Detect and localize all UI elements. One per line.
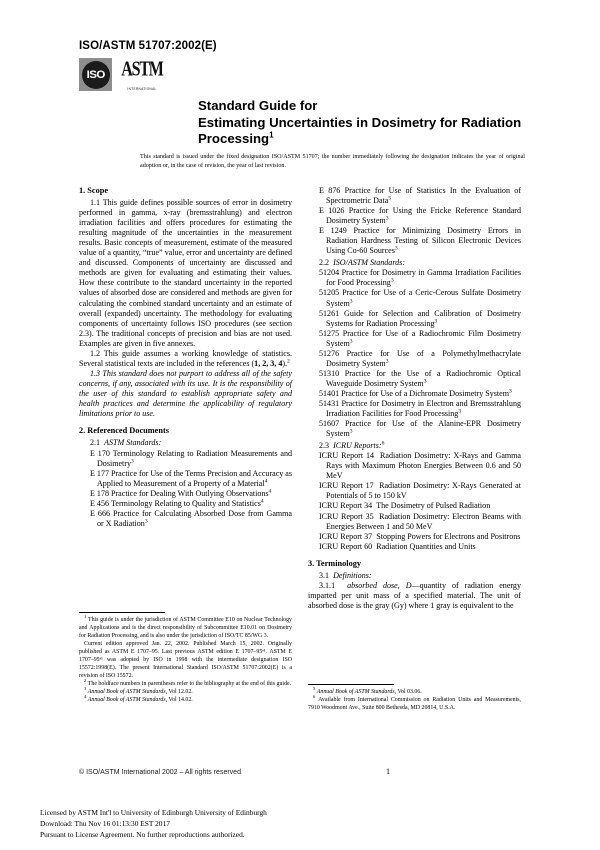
standard-footnote-marker: 3 bbox=[394, 245, 398, 252]
standard-footnote-marker: 3 bbox=[349, 338, 353, 345]
standard-title: Practice for Use of a Radiochromic Film Dosimetry System bbox=[326, 328, 522, 348]
standard-footnote-marker: 4 bbox=[260, 498, 264, 505]
subsection-definitions bbox=[308, 571, 521, 581]
astm-logo-text: ASTM bbox=[121, 58, 163, 81]
list-item bbox=[79, 449, 292, 469]
standard-title: Practice for Use of a Dichromate Dosimetry System bbox=[341, 388, 509, 398]
standard-id: 51204 bbox=[319, 268, 340, 278]
report-id: ICRU Report 35 bbox=[319, 511, 374, 521]
standard-id: E 1026 bbox=[319, 206, 345, 216]
astm-standards-list bbox=[79, 449, 292, 529]
report-title: Radiation Dosimetry: Electron Beams with Energies Between 1 and 50 MeV bbox=[326, 511, 521, 531]
report-title: Stopping Powers for Electrons and Positrons bbox=[376, 531, 521, 541]
page-title bbox=[198, 98, 528, 148]
footnote-marker: 1 bbox=[84, 614, 87, 620]
right-column bbox=[308, 186, 521, 611]
list-item bbox=[308, 206, 521, 226]
list-item bbox=[308, 349, 521, 369]
list-item bbox=[79, 499, 292, 509]
standard-title: Practice for Using the Fricke Reference Standard Dosimetry System bbox=[326, 206, 521, 226]
footnote-text: This guide is under the jurisdiction of ASTM Committee E10 on Nuclear Technology and Applications and is the direct responsibility of Subcommittee E10.01 on Dosimetry for Radiation Processing, and is also under the jurisdiction of ISO/TC 85/WG 3. bbox=[79, 617, 292, 640]
icru-footnote-marker: 6 bbox=[381, 440, 385, 446]
paragraph-1-2-part-a: 1.2 This guide assumes a working knowledge of statistics. Several statistical texts are included in the references ( bbox=[79, 348, 292, 368]
subsection-label-icru-reports: ICRU Reports: bbox=[333, 440, 382, 450]
footnote-text: The boldface numbers in parentheses refer to the bibliography at the end of this guide. bbox=[87, 681, 292, 688]
definition-text: —quantity of radiation energy imparted per unit mass of a specified material. The unit of absorbed dose is the gray (Gy) where 1 gray is equivalent to the bbox=[308, 581, 521, 611]
standard-footnote-marker: 3 bbox=[423, 378, 427, 385]
definition-term: absorbed dose, D bbox=[347, 581, 412, 591]
footnote-marker: 4 bbox=[84, 694, 87, 700]
subsection-astm-standards bbox=[79, 438, 292, 448]
list-item bbox=[308, 369, 521, 389]
subsection-label-astm-standards: ASTM Standards: bbox=[104, 438, 162, 448]
standard-id: 51607 bbox=[319, 419, 340, 429]
iso-logo-icon bbox=[79, 58, 112, 91]
standard-title: Practice for Use of Statistics In the Evaluation of Spectrometric Data bbox=[326, 186, 522, 206]
definition-absorbed-dose bbox=[308, 581, 521, 611]
footnotes-right bbox=[308, 688, 521, 712]
paragraph-1-3: 1.3 This standard does not purport to address all of the safety concerns, if any, associated with its use. It is the responsibility of the user of this standard to establish appropriate safety and health practices and determine the applicability of regulatory limitations prior to use. bbox=[79, 368, 292, 419]
license-notice bbox=[40, 807, 267, 841]
footnote-source: Annual Book of ASTM Standards, bbox=[316, 689, 397, 695]
list-item bbox=[308, 419, 521, 439]
list-item bbox=[308, 329, 521, 349]
iso-logo-text: ISO bbox=[86, 68, 105, 81]
list-item bbox=[308, 532, 521, 542]
iso-astm-standards-list bbox=[308, 268, 521, 439]
report-title: The Dosimetry of Pulsed Radiation bbox=[376, 501, 491, 511]
standard-title: Practice for Minimizing Dosimetry Errors in Radiation Hardness Testing of Silicon Electronic Devices Using Co-60 Sources bbox=[326, 226, 521, 256]
left-column bbox=[79, 186, 292, 529]
standard-footnote-marker: 3 bbox=[508, 388, 512, 395]
footnotes-left bbox=[79, 616, 292, 705]
list-item bbox=[79, 509, 292, 529]
footnote-volume: Vol 03.06. bbox=[396, 689, 422, 695]
standard-footnote-marker: 3 bbox=[130, 458, 134, 465]
subsection-icru-reports bbox=[308, 441, 521, 451]
report-title: Radiation Quantities and Units bbox=[376, 541, 476, 551]
list-item bbox=[308, 512, 521, 532]
standard-id: E 876 bbox=[319, 186, 341, 195]
footnote-divider-right bbox=[308, 684, 394, 685]
issue-note: This standard is issued under the fixed designation ISO/ASTM 51707; the number immediately following the designation indicates the year of original adoption or, in the case of revision, the year of last revision. bbox=[140, 154, 525, 169]
standard-footnote-marker: 3 bbox=[434, 317, 438, 324]
report-id: ICRU Report 37 bbox=[319, 531, 373, 541]
footnote-source: Annual Book of ASTM Standards, bbox=[87, 697, 168, 704]
footnote-text: Available from International Commission on Radiation Units and Measurements, 7910 Woodmont Ave., Suite 800 Bethesda, MD 20814, U.S.A. bbox=[308, 697, 521, 712]
standard-title: Practice for Use of the Terms Precision and Accuracy as Applied to Measurement of a Property of a Material bbox=[97, 468, 293, 488]
section-heading-referenced-documents: 2. Referenced Documents bbox=[79, 426, 169, 436]
list-item bbox=[308, 288, 521, 308]
footnote-volume: Vol 14.02. bbox=[167, 697, 193, 704]
report-id: ICRU Report 14 bbox=[319, 451, 375, 461]
list-item bbox=[308, 501, 521, 511]
standard-footnote-marker: 4 bbox=[264, 478, 268, 485]
title-line-3: Processing bbox=[198, 131, 270, 146]
standard-footnote-marker: 4 bbox=[268, 488, 272, 495]
standard-footnote-marker: 3 bbox=[349, 297, 353, 304]
footnote-item bbox=[79, 680, 292, 688]
standard-title: Guide for Selection and Calibration of Dosimetry Systems for Radiation Processing bbox=[326, 308, 522, 328]
subsection-label-definitions: Definitions: bbox=[333, 570, 372, 580]
logo-group bbox=[79, 58, 163, 94]
standard-id: 51275 bbox=[319, 328, 340, 338]
title-line-2: Estimating Uncertainties in Dosimetry for Radiation bbox=[198, 114, 522, 130]
report-id: ICRU Report 17 bbox=[319, 481, 374, 491]
standard-title: Practice for Calculating Absorbed Dose from Gamma or X Radiation bbox=[97, 508, 292, 528]
icru-reports-list bbox=[308, 451, 521, 551]
subsection-iso-astm-standards bbox=[308, 258, 521, 268]
subsection-number-3-1: 3.1 bbox=[319, 570, 330, 580]
footnote-source: Annual Book of ASTM Standards, bbox=[87, 689, 168, 696]
subsection-number-2-1: 2.1 bbox=[90, 438, 101, 448]
paragraph-1-1: 1.1 This guide defines possible sources of error in dosimetry performed in gamma, x-ray (bremsstrahlung) and electron irradiation facilities and offers procedures for estimating the resulting magnitude of the uncertainties in the measurement results. Basic concepts of measurement, estimate of the measured value of a quantity, “true” value, error and uncertainty are defined and discussed. Components of uncertainty are discussed and methods are given for evaluating and estimating their values. How these contribute to the standard uncertainty in the reported values of absorbed dose are considered and methods are given for calculating the combined standard uncertainty and an estimate of overall (expanded) uncertainty. The methodology for evaluating components of uncertainty follows ISO procedures (see section 2.3). The traditional concepts of precision and bias are not used. Examples are given in five annexes. bbox=[79, 198, 292, 348]
report-id: ICRU Report 60 bbox=[319, 541, 373, 551]
subsection-number-2-3: 2.3 bbox=[319, 440, 330, 450]
footnote-item bbox=[79, 640, 292, 680]
bibliography-refs: 1, 2, 3, 4 bbox=[254, 358, 283, 368]
standard-footnote-marker: 3 bbox=[349, 428, 353, 435]
footnote-item bbox=[79, 616, 292, 640]
license-line-1: Licensed by ASTM Int'l to University of Edinburgh University of Edinburgh bbox=[40, 808, 267, 817]
standard-footnote-marker: 3 bbox=[385, 358, 389, 365]
section-heading-scope: 1. Scope bbox=[79, 186, 109, 195]
standard-id: 51276 bbox=[319, 348, 340, 358]
standard-title: Practice for Use of the Alanine-EPR Dosimetry System bbox=[326, 419, 521, 439]
standard-title: Practice for Dosimetry in Gamma Irradiation Facilities for Food Processing bbox=[326, 268, 522, 288]
list-item bbox=[308, 226, 521, 256]
footnote-divider-left bbox=[79, 612, 165, 613]
document-number: ISO/ASTM 51707:2002(E) bbox=[79, 40, 217, 52]
astm-logo-subtext: INTERNATIONAL bbox=[127, 87, 157, 91]
standard-id: 51310 bbox=[319, 368, 340, 378]
standard-id: 51431 bbox=[319, 398, 340, 408]
standard-title: Practice for the Use of a Radiochromic Optical Waveguide Dosimetry System bbox=[326, 368, 521, 388]
standard-id: 51261 bbox=[319, 308, 340, 318]
standard-title: Practice for Use of a Polymethylmethacrylate Dosimetry System bbox=[326, 348, 521, 368]
footnote-item bbox=[79, 696, 292, 704]
report-id: ICRU Report 34 bbox=[319, 501, 373, 511]
standard-id: 51205 bbox=[319, 288, 340, 298]
standard-footnote-marker: 3 bbox=[385, 215, 389, 222]
subsection-number-2-2: 2.2 bbox=[319, 257, 330, 267]
paragraph-1-2 bbox=[79, 349, 292, 369]
list-item bbox=[308, 268, 521, 288]
list-item bbox=[308, 481, 521, 501]
license-line-2: Download: Thu Nov 16 01:13:30 EST 2017 bbox=[40, 819, 170, 829]
astm-standards-continued-list bbox=[308, 186, 521, 256]
list-item bbox=[308, 399, 521, 419]
section-heading-terminology: 3. Terminology bbox=[308, 558, 362, 568]
copyright-notice: © ISO/ASTM International 2002 – All rights reserved bbox=[79, 769, 241, 776]
standard-title: Practice for Dealing With Outlying Observations bbox=[111, 488, 269, 498]
footnote-marker: 5 bbox=[313, 686, 316, 692]
standard-footnote-marker: 3 bbox=[458, 408, 462, 415]
list-item bbox=[308, 186, 521, 206]
standard-id: E 456 bbox=[90, 498, 109, 508]
standard-id: E 178 bbox=[90, 488, 109, 498]
standard-id: E 1249 bbox=[319, 226, 347, 236]
list-item bbox=[79, 469, 292, 489]
footnote-item bbox=[308, 688, 521, 696]
footnote-volume: Vol 12.02. bbox=[167, 689, 193, 696]
definition-number: 3.1.1 bbox=[319, 581, 336, 591]
astm-logo-icon bbox=[121, 58, 163, 94]
footnote-marker: 3 bbox=[84, 686, 87, 692]
paragraph-1-2-part-b: ). bbox=[282, 358, 288, 368]
standard-footnote-marker: 5 bbox=[388, 195, 392, 202]
standard-id: 51401 bbox=[319, 388, 340, 398]
report-title: Radiation Dosimetry: X-Rays Generated at Potentials of 5 to 150 kV bbox=[326, 481, 521, 501]
standard-title: Terminology Relating to Quality and Statistics bbox=[111, 498, 261, 508]
standard-title: Practice for Dosimetry in Electron and Bremsstrahlung Irradiation Facilities for Food Processing bbox=[326, 398, 521, 419]
standard-id: E 177 bbox=[90, 468, 110, 478]
list-item bbox=[308, 542, 521, 552]
title-footnote-marker: 1 bbox=[269, 130, 274, 140]
footnote-item bbox=[79, 688, 292, 696]
standard-id: E 170 bbox=[90, 448, 110, 458]
report-title: Radiation Dosimetry: X-Rays and Gamma Rays with Maximum Photon Energies Between 0.6 and 50 MeV bbox=[326, 451, 522, 481]
paragraph-1-2-footnote-marker: 2 bbox=[287, 358, 290, 365]
standard-title: Terminology Relating to Radiation Measurements and Dosimetry bbox=[97, 448, 292, 468]
footnote-item bbox=[308, 696, 521, 712]
standard-footnote-marker: 3 bbox=[144, 518, 148, 525]
footnote-marker: 6 bbox=[313, 694, 316, 700]
standard-footnote-marker: 3 bbox=[390, 277, 394, 284]
list-item bbox=[308, 451, 521, 481]
page-number: 1 bbox=[386, 767, 390, 776]
standard-id: E 666 bbox=[90, 508, 110, 518]
license-line-3: Pursuant to License Agreement. No further reproductions authorized. bbox=[40, 830, 245, 840]
standard-title: Practice for Use of a Ceric-Cerous Sulfate Dosimetry System bbox=[326, 288, 521, 308]
subsection-label-iso-astm-standards: ISO/ASTM Standards: bbox=[333, 257, 405, 267]
title-line-1: Standard Guide for bbox=[198, 98, 318, 113]
footnote-marker: 2 bbox=[84, 678, 87, 684]
list-item bbox=[308, 309, 521, 329]
list-item bbox=[308, 389, 521, 399]
footnote-text: Current edition approved Jan. 22, 2002. Published March 15, 2002. Originally published as ASTM E 1707–95. Last previous ASTM edition E 1707–95ᵉ¹. ASTM E 1707–95ᵉ¹ was adopted by ISO in 1998 with the intermediate designation ISO 15572:1998(E). The present International Standard ISO/ASTM 51707:2002(E) is a revision of ISO 15572. bbox=[79, 641, 292, 680]
